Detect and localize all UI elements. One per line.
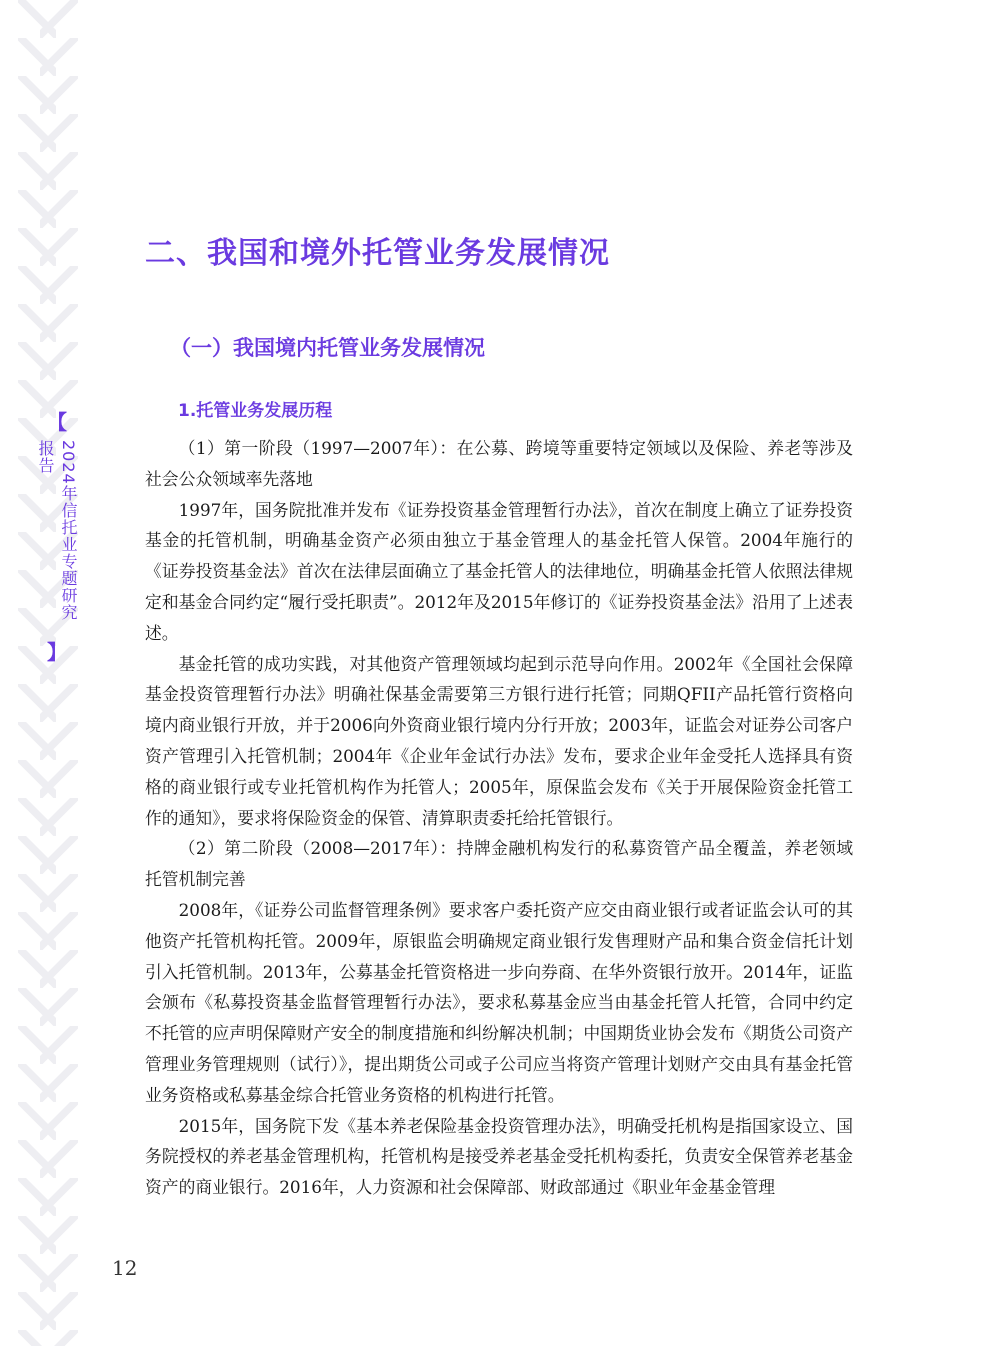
side-label-bracket-close: 】 [47, 640, 67, 664]
sub-subsection-heading: 1.托管业务发展历程 [178, 401, 333, 421]
side-label-text: 2024年信托业专题研究报告 [36, 440, 78, 621]
paragraph-fund-custody-practice: 基金托管的成功实践，对其他资产管理领域均起到示范导向作用。2002年《全国社会保障基金投资管理暂行办法》明确社保基金需要第三方银行进行托管；同期QFII产品托管行资格向境内商业银行开放，并于2006向外资商业银行境内分行开放；2003年，证监会对证券公司客户资产管理引入托管机制；2004年《企业年金试行办法》发布，要求企业年金受托人选择具有资格的商业银行或专业托管机构作为托管人；2005年，原保监会发布《关于开展保险资金托管工作的通知》，要求将保险资金的保管、清算职责委托给托管银行。 [145, 653, 853, 828]
paragraph-2008: 2008年，《证券公司监督管理条例》要求客户委托资产应交由商业银行或者证监会认可的其他资产托管机构托管。2009年，原银监会明确规定商业银行发售理财产品和集合资金信托计划引入托管机制。2013年，公募基金托管资格进一步向券商、在华外资银行放开。2014年，证监会颁布《私募投资基金监督管理暂行办法》，要求私募基金应当由基金托管人托管，合同中约定不托管的应声明保障财产安全的制度措施和纠纷解决机制；中国期货业协会发布《期货公司资产管理业务管理规则（试行）》，提出期货公司或子公司应当将资产管理计划财产交由具有基金托管业务资格或私募基金综合托管业务资格的机构进行托管。 [145, 899, 853, 1105]
paragraph-stage-1-heading: （1）第一阶段（1997—2007年）：在公募、跨境等重要特定领域以及保险、养老等涉及社会公众领域率先落地 [145, 438, 853, 489]
body-text [145, 433, 853, 1203]
page-number: 12 [112, 1256, 138, 1280]
paragraph-1997: 1997年，国务院批准并发布《证券投资基金管理暂行办法》，首次在制度上确立了证券投资基金的托管机制，明确基金资产必须由独立于基金管理人的基金托管人保管。2004年施行的《证券投资基金法》首次在法律层面确立了基金托管人的法律地位，明确基金托管人依照法律规定和基金合同约定“履行受托职责”。2012年及2015年修订的《证券投资基金法》沿用了上述表述。 [145, 499, 853, 643]
paragraph-2015: 2015年，国务院下发《基本养老保险基金投资管理办法》，明确受托机构是指国家设立、国务院授权的养老基金管理机构，托管机构是接受养老基金受托机构委托，负责安全保管养老基金资产的商业银行。2016年，人力资源和社会保障部、财政部通过《职业年金基金管理 [145, 1115, 853, 1198]
decorative-chevron-strip [0, 0, 80, 1346]
paragraph-stage-2-heading: （2）第二阶段（2008—2017年）：持牌金融机构发行的私募资管产品全覆盖，养老领域托管机制完善 [145, 838, 853, 890]
subsection-heading: （一）我国境内托管业务发展情况 [170, 336, 485, 360]
section-heading: 二、我国和境外托管业务发展情况 [145, 236, 610, 271]
side-label-bracket-open: 【 [47, 410, 67, 434]
side-report-label [36, 410, 78, 664]
